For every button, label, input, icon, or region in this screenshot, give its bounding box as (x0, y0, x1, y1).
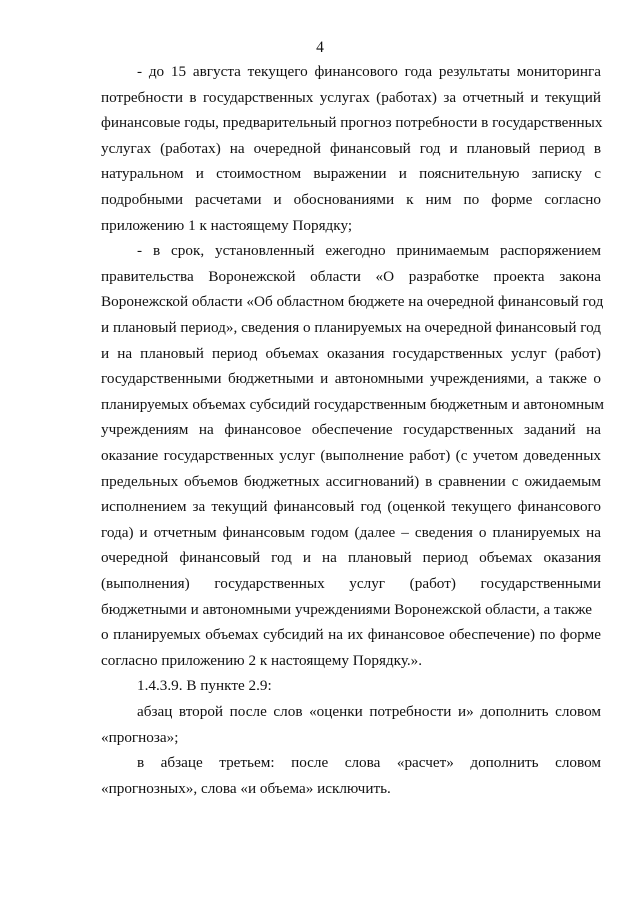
text-line: согласно приложению 2 к настоящему Порядку.». (101, 651, 423, 669)
text-line: очередной финансовый год и на плановый период объемах оказания (101, 549, 601, 567)
text-line: правительства Воронежской области «О разработке проекта закона (101, 267, 601, 285)
text-line: планируемых объемах субсидий государственным бюджетным и автономным (101, 395, 604, 413)
text-line: исполнением за текущий финансовый год (оценкой текущего финансового (101, 498, 601, 516)
text-line: оказание государственных услуг (выполнение работ) (с учетом доведенных (101, 447, 601, 464)
text-line: Воронежской области «Об областном бюджете на очередной финансовый год (101, 293, 604, 311)
text-line: подробными расчетами и обоснованиями к ним по форме согласно (101, 191, 601, 208)
text-line: 1.4.3.9. В пункте 2.9: (137, 677, 272, 695)
text-line: - до 15 августа текущего финансового года результаты мониторинга (137, 63, 601, 80)
page-number: 4 (316, 39, 324, 56)
text-line: - в срок, установленный ежегодно принимаемым распоряжением (137, 242, 601, 260)
text-line: бюджетными и автономными учреждениями Воронежской области, а также (101, 600, 593, 618)
text-line: абзац второй после слов «оценки потребности и» дополнить словом (137, 703, 601, 720)
text-line: (выполнения) государственных услуг (работ) государственными (101, 575, 601, 592)
text-line: и на плановый период объемах оказания государственных услуг (работ) (101, 344, 601, 362)
text-line: приложению 1 к настоящему Порядку; (101, 216, 353, 234)
text-line: услугах (работах) на очередной финансовый год и плановый период в (101, 139, 601, 157)
text-line: «прогноза»; (101, 728, 179, 746)
text-line: финансовые годы, предварительный прогноз потребности в государственных (101, 114, 603, 132)
text-line: потребности в государственных услугах (работах) за отчетный и текущий (101, 88, 601, 106)
text-line: в абзаце третьем: после слова «расчет» дополнить словом (137, 754, 601, 772)
text-line: года) и отчетным финансовым годом (далее – сведения о планируемых на (101, 523, 601, 541)
text-line: предельных объемов бюджетных ассигнований) в сравнении с ожидаемым (101, 472, 601, 490)
text-line: и плановый период», сведения о планируемых на очередной финансовый год (101, 319, 601, 336)
text-line: о планируемых объемах субсидий на их финансовое обеспечение) по форме (101, 626, 601, 644)
text-line: учреждениям на финансовое обеспечение государственных заданий на (101, 421, 601, 439)
text-line: натуральном и стоимостном выражении и пояснительную записку с (101, 165, 601, 183)
text-line: «прогнозных», слова «и объема» исключить. (101, 779, 391, 797)
text-line: государственными бюджетными и автономными учреждениями, а также о (101, 370, 601, 388)
